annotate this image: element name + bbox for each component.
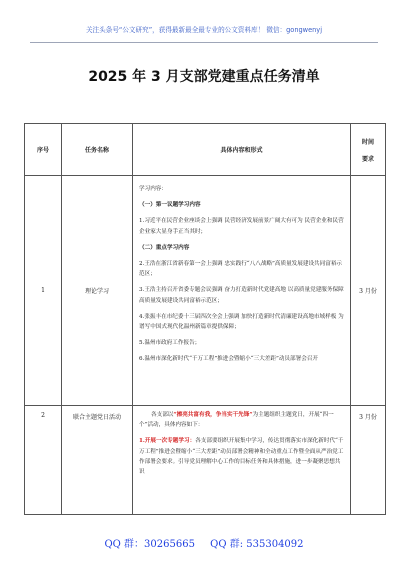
header-content: 具体内容和形式 bbox=[133, 124, 351, 176]
header-time-line1: 时间 bbox=[361, 138, 374, 146]
content-text: 各支部以 bbox=[151, 412, 174, 418]
content-para: 学习内容： bbox=[139, 186, 167, 192]
content-text: 为主题组织主题党日，开展“四一个”活动，具体内容如下： bbox=[139, 412, 334, 429]
content-para bbox=[139, 410, 344, 430]
row-time: 3 月份 bbox=[351, 176, 386, 406]
content-text: 各支部要组织开展集中学习，传达贯彻落实市深化新时代“千万工程”推进会暨缩小“三大差距”动员部署会精神和全动重点工作暨全面从严治党工作部署会要求。引导党员理解中心工作的目标任务和具体措施，进一步凝聚思想共识 bbox=[139, 438, 344, 476]
footer-qq-1: QQ 群：30265665 bbox=[104, 539, 195, 550]
header-notice: 关注头条号“公文研究”，获得最新最全最专业的公文资料库！ 微信：gongwenyj bbox=[85, 26, 323, 34]
row-content bbox=[133, 176, 351, 406]
content-para: 5.温州市政府工作报告； bbox=[139, 340, 201, 347]
row-task-name: 理论学习 bbox=[62, 176, 133, 406]
footer-qq-2: QQ 群: 535304092 bbox=[210, 539, 304, 550]
task-table bbox=[24, 123, 386, 515]
row-content bbox=[133, 406, 351, 515]
table-header-row bbox=[25, 124, 386, 176]
page-title: 2025 年 3 月支部党建重点任务清单 bbox=[88, 69, 320, 85]
content-para: 4.张振丰在市纪委十三届四次全会上强调 加快打造新时代清廉建设高地市域样板 为谱写中国式现代化温州新篇章提供保障； bbox=[139, 313, 344, 331]
header-name: 任务名称 bbox=[62, 124, 133, 176]
content-para bbox=[139, 436, 344, 477]
content-highlight: “擦亮共富有我，争当实干先锋” bbox=[173, 412, 253, 418]
content-para: 3.王浩主持召开省委专题会议强调 奋力打造新时代党建高地 以高质量党建服务保障高质量发展建设共同富裕示范区； bbox=[139, 287, 344, 304]
content-para: 2.王浩在浙江省新春第一会上强调 忠实践行“八八战略”高质量发展建设共同富裕示范区； bbox=[139, 261, 343, 278]
content-para: 6.温州市深化新时代“千万工程”推进会暨缩小“三大差距”动员部署会召开 bbox=[139, 356, 318, 363]
header-divider bbox=[30, 42, 378, 43]
content-subheading: （一）第一议题学习内容 bbox=[139, 202, 201, 209]
table-row bbox=[25, 176, 386, 406]
content-subheading: （二）重点学习内容 bbox=[139, 244, 190, 251]
content-para: 1.习近平在民营企业座谈会上强调 民营经济发展前景广阔大有可为 民营企业和民营企业家大显身手正当其时； bbox=[139, 218, 344, 235]
header-time-req bbox=[351, 124, 386, 176]
row-seq: 1 bbox=[25, 176, 62, 406]
content-highlight: 1.开展一次专题学习： bbox=[139, 438, 196, 445]
header-time-line2: 要求 bbox=[361, 155, 374, 163]
row-seq: 2 bbox=[25, 406, 62, 515]
header-seq: 序号 bbox=[25, 124, 62, 176]
row-task-name: 联合主题党日活动 bbox=[62, 406, 133, 515]
table-row bbox=[25, 406, 386, 515]
footer bbox=[0, 535, 408, 550]
row-time: 3 月份 bbox=[351, 406, 386, 515]
